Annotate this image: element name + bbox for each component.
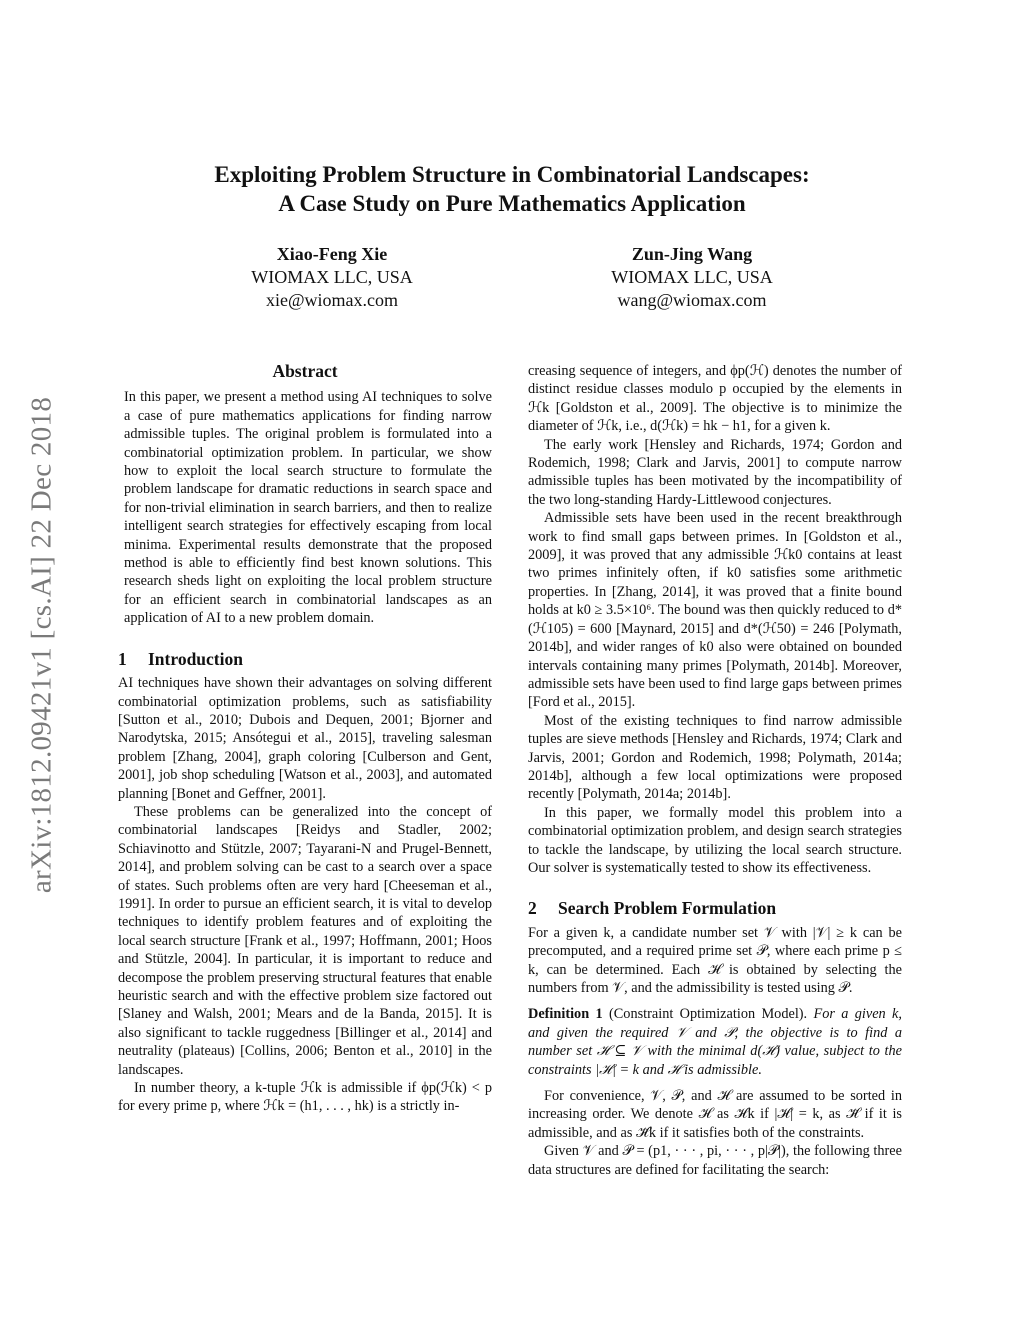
section-2-heading: [528, 899, 902, 917]
author-affiliation: WIOMAX LLC, USA: [611, 267, 773, 287]
body-paragraph-4: Most of the existing techniques to find narrow admissible tuples are sieve methods [Hensley and Richards, 1974; Clark and Jarvis, 2001; Gordon and Rodemich, 1998; Polymath, 2014a; 2014b], although a few local optimizations were proposed recently [Polymath, 2014a; 2014b].: [528, 712, 902, 803]
body-paragraph-5: In this paper, we formally model this problem into a combinatorial optimization problem, and design search strategies to tackle the landscape, by utilizing the local search structure. Our solver is systematically tested to show its effectiveness.: [528, 804, 902, 876]
author-email: xie@wiomax.com: [265, 290, 399, 310]
right-column: [528, 362, 902, 1179]
abstract-heading: Abstract: [272, 361, 338, 381]
author-email: wang@wiomax.com: [617, 290, 767, 310]
intro-paragraph-3: In number theory, a k-tuple ℋk is admissible if ϕp(ℋk) < p for every prime p, where ℋk = (h1, . . . , hk) is a strictly in-: [118, 1080, 492, 1115]
author-name: Zun-Jing Wang: [631, 244, 753, 264]
paper-title: [0, 160, 1024, 218]
author-name: Xiao-Feng Xie: [276, 244, 388, 264]
left-column: [118, 362, 492, 1116]
intro-paragraph-1: AI techniques have shown their advantages on solving different combinatorial optimization problems, such as satisfiability [Sutton et al., 2010; Dubois and Dequen, 2001; Bjorner and Narodytska, 2015; Ansótegui et al., 2015], traveling salesman problem [Zhang, 2004], graph coloring [Culberson and Gent, 2001], job shop scheduling [Watson et al., 2003], and automated planning [Bonet and Geffner, 2001].: [118, 675, 492, 802]
formulation-paragraph-1: For a given k, a candidate number set 𝒱 with |𝒱| ≥ k can be precomputed, and a required prime set 𝒫, where each prime p ≤ k, can be determined. Each ℋ is obtained by selecting the numbers from 𝒱, and the admissibility is tested using 𝒫.: [528, 924, 902, 996]
intro-paragraph-2: These problems can be generalized into the concept of combinatorial landscapes [Reidys and Stadler, 2002; Schiavinotto and Stützle, 2007; Tayarani-N and Prugel-Bennett, 2014], and problem solving can be cast to a search over a space of states. Such problems often are very hard [Cheeseman et al., 1991]. In order to pursue an efficient search, it is vital to develop techniques to identify problem features and of exploiting the local search structure [Frank et al., 1997; Hoffmann, 2001; Hoos and Stützle, 2004]. In particular, it is important to reduce and decompose the problem preserving structural features that enable heuristic search and with the effective problem size factored out [Slaney and Walsh, 2001; Mears and de la Banda, 2015]. It is also significant to tackle ruggedness [Billinger et al., 2014] and neutrality (plateaus) [Collins, 2006; Benton et al., 2010] in the landscapes.: [118, 803, 492, 1078]
title-line-1: Exploiting Problem Structure in Combinatorial Landscapes:: [214, 162, 810, 187]
title-line-2: A Case Study on Pure Mathematics Application: [278, 191, 746, 216]
definition-body: For a given k, and given the required 𝒱 and 𝒫, the objective is to find a number set ℋ ⊆ 𝒱 with the minimal d(ℋ) value, subject to the constraints |ℋ| = k and ℋ is admissible.: [528, 1006, 902, 1078]
arxiv-stamp: arXiv:1812.09421v1 [cs.AI] 22 Dec 2018: [25, 396, 58, 894]
author-block-2: [532, 243, 852, 312]
section-title: Introduction: [148, 648, 243, 669]
section-1-heading: [118, 650, 492, 668]
section-title: Search Problem Formulation: [558, 898, 777, 919]
arxiv-stamp-container: [22, 345, 62, 945]
author-affiliation: WIOMAX LLC, USA: [251, 267, 413, 287]
body-paragraph-1: creasing sequence of integers, and ϕp(ℋ) denotes the number of distinct residue classes modulo p occupied by the elements in ℋk [Goldston et al., 2009]. The objective is to minimize the diameter of ℋk, i.e., d(ℋk) = hk − h1, for a given k.: [528, 363, 902, 435]
section-number: 1: [118, 648, 127, 669]
body-paragraph-2: The early work [Hensley and Richards, 1974; Gordon and Rodemich, 1998; Clark and Jarvis, 2001] to compute narrow admissible tuples has been motivated by the incompatibility of the two long-standing Hardy-Littlewood conjectures.: [528, 436, 902, 508]
body-paragraph-3: Admissible sets have been used in the recent breakthrough work to find small gaps between primes. In [Goldston et al., 2009], it was proved that any admissible ℋk0 contains at least two primes infinitely often, if k0 satisfies some arithmetic properties. In [Zhang, 2014], it was proved that a finite bound holds at k0 ≥ 3.5×10⁶. The bound was then quickly reduced to d*(ℋ105) = 600 [Maynard, 2015] and d*(ℋ50) = 246 [Polymath, 2014b], and wider ranges of k0 also were obtained on bounded intervals containing many primes [Polymath, 2014b]. Moreover, admissible sets have been used to find large gaps between primes [Ford et al., 2015].: [528, 510, 902, 711]
definition-label: Definition 1: [528, 1006, 603, 1023]
formulation-paragraph-2: For convenience, 𝒱, 𝒫, and ℋ are assumed to be sorted in increasing order. We denote ℋ as ℋk if |ℋ| = k, as ℋ̃ if it is admissible, and as ℋ̃k if it satisfies both of the constraints.: [528, 1088, 902, 1141]
definition-title: (Constraint Optimization Model).: [609, 1006, 808, 1023]
section-number: 2: [528, 898, 537, 919]
definition-1: [528, 1005, 902, 1079]
author-block-1: [172, 243, 492, 312]
abstract-text: In this paper, we present a method using AI techniques to solve a case of pure mathematics applications for finding narrow admissible tuples. The original problem is formulated into a combinatorial optimization problem. In particular, we show how to exploit the local search structure to formulate the problem landscape for dramatic reductions in search space and for non-trivial elimination in search barriers, and then to realize intelligent search strategies for effectively escaping from local minima. Experimental results demonstrate that the proposed method is able to efficiently find best known solutions. This research sheds light on exploiting the local problem structure for an efficient search in combinatorial landscapes as an application of AI to a new problem domain.: [124, 389, 492, 627]
formulation-paragraph-3: Given 𝒱 and 𝒫 = (p1, · · · , pi, · · · , p|𝒫|), the following three data structures are defined for facilitating the search:: [528, 1143, 902, 1178]
